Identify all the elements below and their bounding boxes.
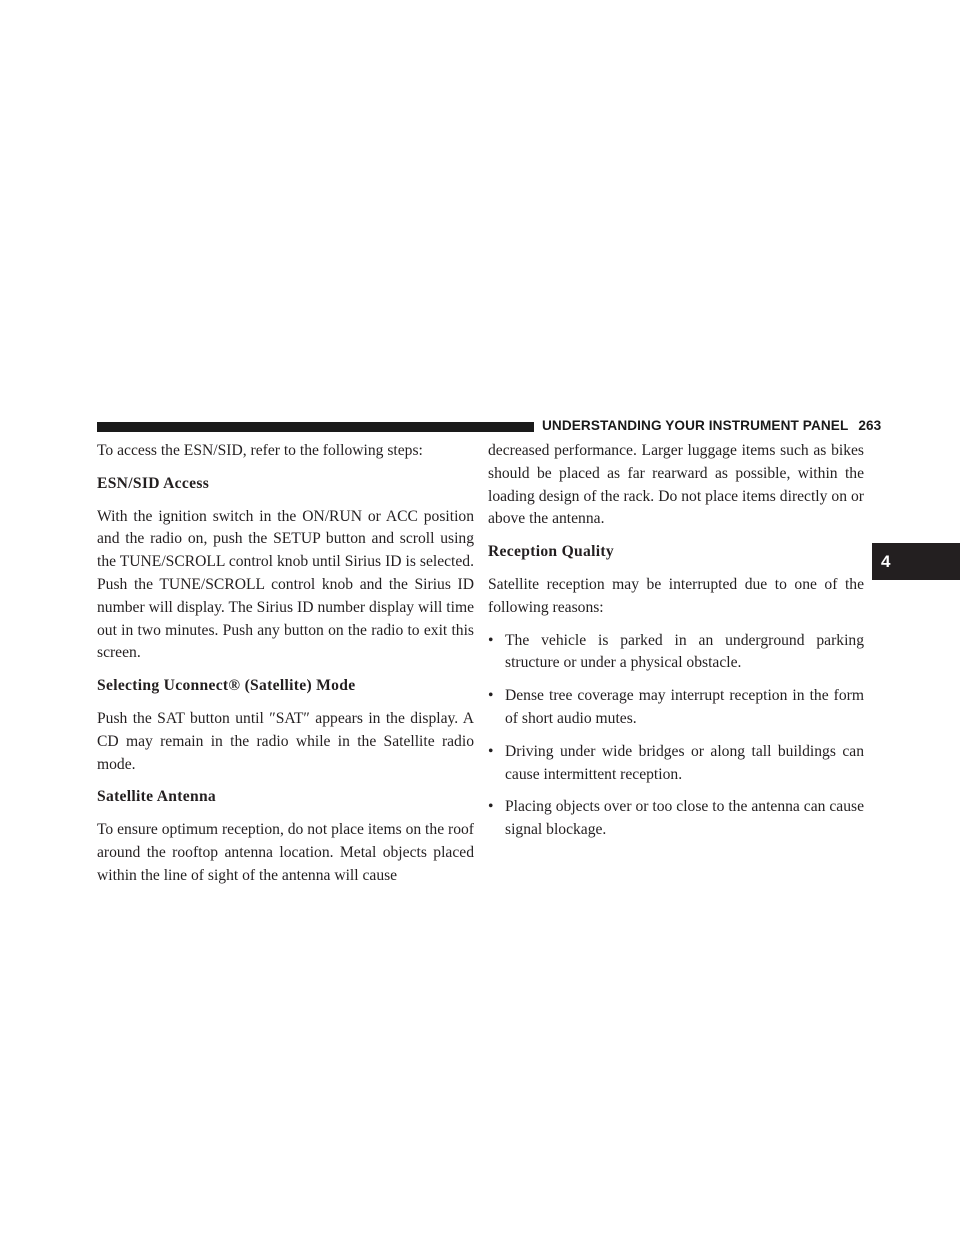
chapter-number: 4 [881,552,891,571]
bullet-icon: • [488,687,494,705]
list-item-text: Dense tree coverage may interrupt reception in the form of short audio mutes. [505,687,864,727]
list-item [488,741,864,787]
chapter-tab [872,543,960,580]
left-column [97,440,474,898]
header-rule [97,422,534,432]
bullet-icon: • [488,742,494,760]
running-header [542,418,882,433]
reasons-list [488,630,864,842]
bullet-icon: • [488,798,494,816]
esn-heading: ESN/SID Access [97,474,210,492]
bullet-icon: • [488,631,494,649]
list-item [488,685,864,731]
antenna-paragraph: To ensure optimum reception, do not place items on the roof around the rooftop antenna location. Metal objects placed within the line of sight of the antenna will cause [97,821,474,884]
page-number: 263 [858,418,882,433]
list-item-text: Driving under wide bridges or along tall buildings can cause intermittent reception. [505,742,864,783]
esn-paragraph: With the ignition switch in the ON/RUN or ACC position and the radio on, push the SETUP button and scroll using the TUNE/SCROLL control knob until Sirius ID is selected. Push the TUNE/SCROLL control knob and the Sirius ID number will display. The Sirius ID number display will time out in two minutes. Push any button on the radio to exit this screen. [97,507,474,662]
list-item-text: Placing objects over or too close to the antenna can cause signal blockage. [505,798,864,839]
antenna-heading: Satellite Antenna [97,788,217,806]
mode-heading: Selecting Uconnect® (Satellite) Mode [97,677,356,695]
list-item [488,630,864,676]
right-column [488,440,864,852]
reception-intro: Satellite reception may be interrupted due to one of the following reasons: [488,575,864,616]
mode-paragraph: Push the SAT button until ″SAT″ appears in the display. A CD may remain in the radio while in the Satellite radio mode. [97,709,474,773]
antenna-paragraph-continued: decreased performance. Larger luggage items such as bikes should be placed as far rearward as possible, within the loading design of the rack. Do not place items directly on or above the antenna. [488,442,864,528]
list-item [488,796,864,842]
intro-paragraph: To access the ESN/SID, refer to the following steps: [97,442,423,459]
list-item-text: The vehicle is parked in an underground parking structure or under a physical obstacle. [505,631,864,672]
reception-heading: Reception Quality [488,543,614,561]
section-title: UNDERSTANDING YOUR INSTRUMENT PANEL [542,418,849,433]
